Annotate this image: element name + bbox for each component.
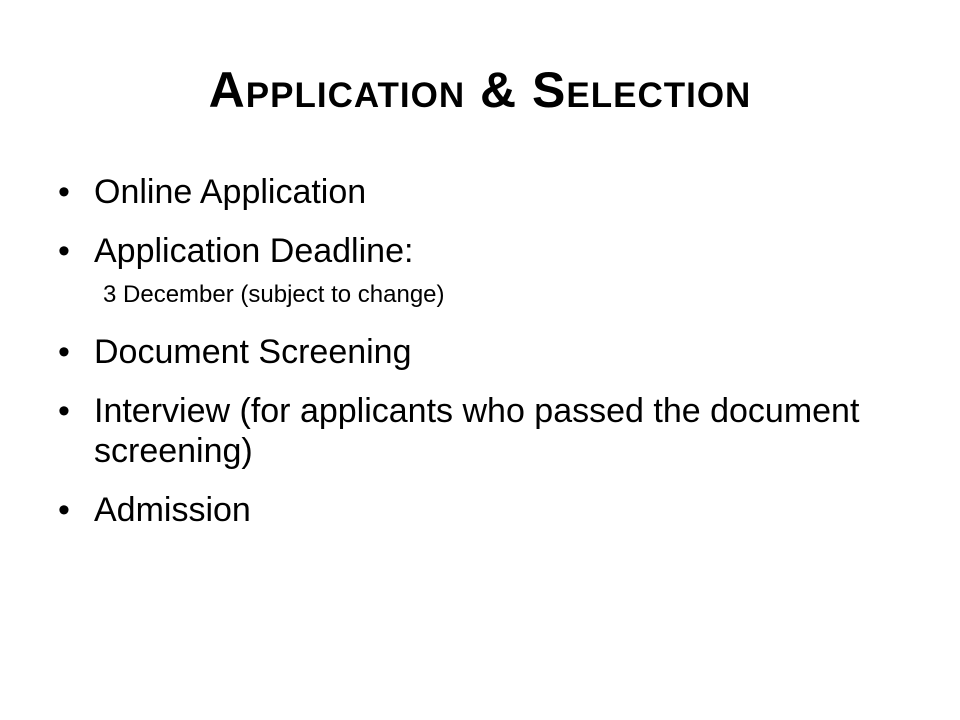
bullet-item-document-screening — [58, 332, 918, 372]
bullet-item-online-application — [58, 172, 918, 212]
bullet-marker: • — [58, 333, 70, 371]
bullet-item-interview — [58, 391, 918, 471]
bullet-marker: • — [58, 232, 70, 270]
bullet-text: Interview (for applicants who passed the document screening) — [94, 392, 860, 470]
slide-title: Application & Selection — [208, 62, 752, 118]
bullet-marker: • — [58, 491, 70, 529]
bullet-list — [58, 172, 918, 549]
bullet-item-application-deadline — [58, 231, 918, 271]
bullet-item-admission — [58, 490, 918, 530]
bullet-text: Application Deadline: — [94, 232, 414, 270]
bullet-text: Online Application — [94, 173, 367, 211]
deadline-detail: 3 December (subject to change) — [103, 281, 445, 308]
bullet-marker: • — [58, 392, 70, 430]
bullet-text: Document Screening — [94, 333, 412, 371]
bullet-text: Admission — [94, 491, 251, 529]
bullet-marker: • — [58, 173, 70, 211]
